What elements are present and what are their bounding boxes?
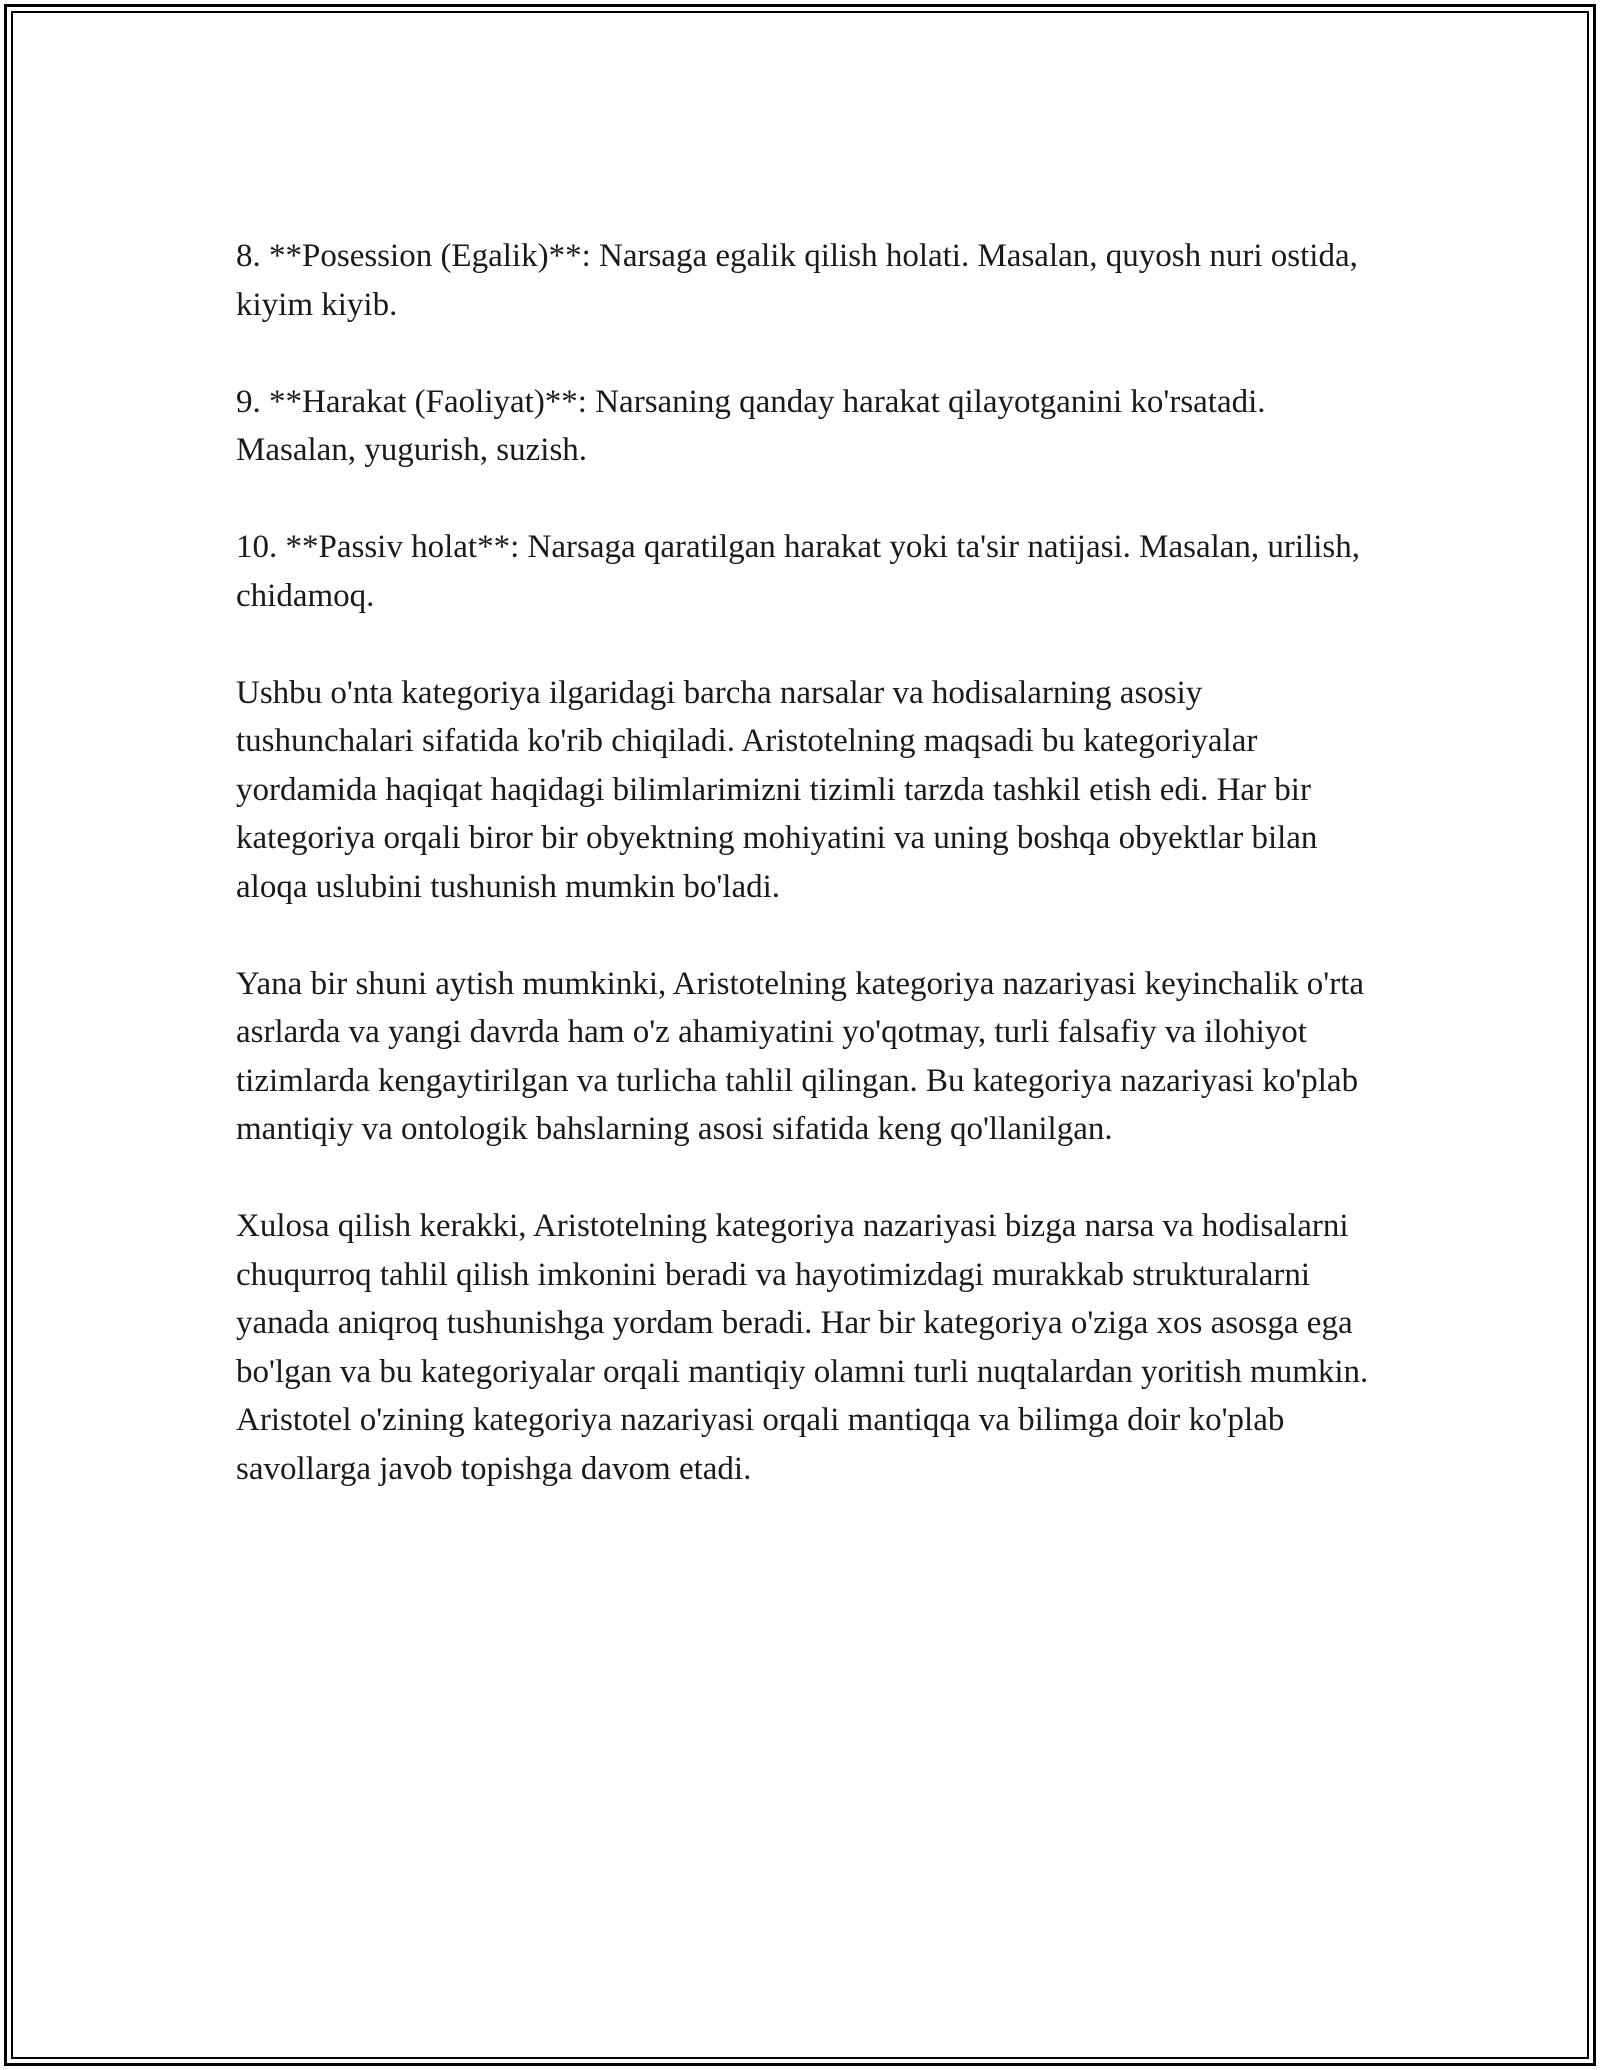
paragraph-passive-state: 10. **Passiv holat**: Narsaga qaratilgan harakat yoki ta'sir natijasi. Masalan, urilish, chidamoq. [236, 529, 1361, 614]
paragraph-conclusion: Xulosa qilish kerakki, Aristotelning kategoriya nazariyasi bizga narsa va hodisalarni chuqurroq tahlil qilish imkonini beradi va hayotimizdagi murakkab strukturalarni yanada aniqroq tushunishga yordam beradi. Har bir kategoriya o'ziga xos asosga ega bo'lgan va bu kategoriyalar orqali mantiqiy olamni turli nuqtalardan yoritish mumkin. Aristotel o'zining kategoriya nazariyasi orqali mantiqqa va bilimga doir ko'plab savollarga javob topishga davom etadi. [236, 1208, 1369, 1487]
paragraph-possession: 8. **Posession (Egalik)**: Narsaga egalik qilish holati. Masalan, quyosh nuri ostida, kiyim kiyib. [236, 238, 1358, 323]
paragraph-action: 9. **Harakat (Faoliyat)**: Narsaning qanday harakat qilayotganini ko'rsatadi. Masalan, yugurish, suzish. [236, 383, 1266, 468]
paragraph-ten-categories: Ushbu o'nta kategoriya ilgaridagi barcha narsalar va hodisalarning asosiy tushunchalari sifatida ko'rib chiqiladi. Aristotelning maqsadi bu kategoriyalar yordamida haqiqat haqidagi bilimlarimizni tizimli tarzda tashkil etish edi. Har bir kategoriya orqali biror bir obyektning mohiyatini va uning boshqa obyektlar bilan aloqa uslubini tushunish mumkin bo'ladi. [236, 674, 1318, 905]
paragraph-historical-significance: Yana bir shuni aytish mumkinki, Aristotelning kategoriya nazariyasi keyinchalik o'rta asrlarda va yangi davrda ham o'z ahamiyatini yo'qotmay, turli falsafiy va ilohiyot tizimlarda kengaytirilgan va turlicha tahlil qilingan. Bu kategoriya nazariyasi ko'plab mantiqiy va ontologik bahslarning asosi sifatida keng qo'llanilgan. [236, 965, 1365, 1147]
document-body [236, 232, 1376, 1542]
